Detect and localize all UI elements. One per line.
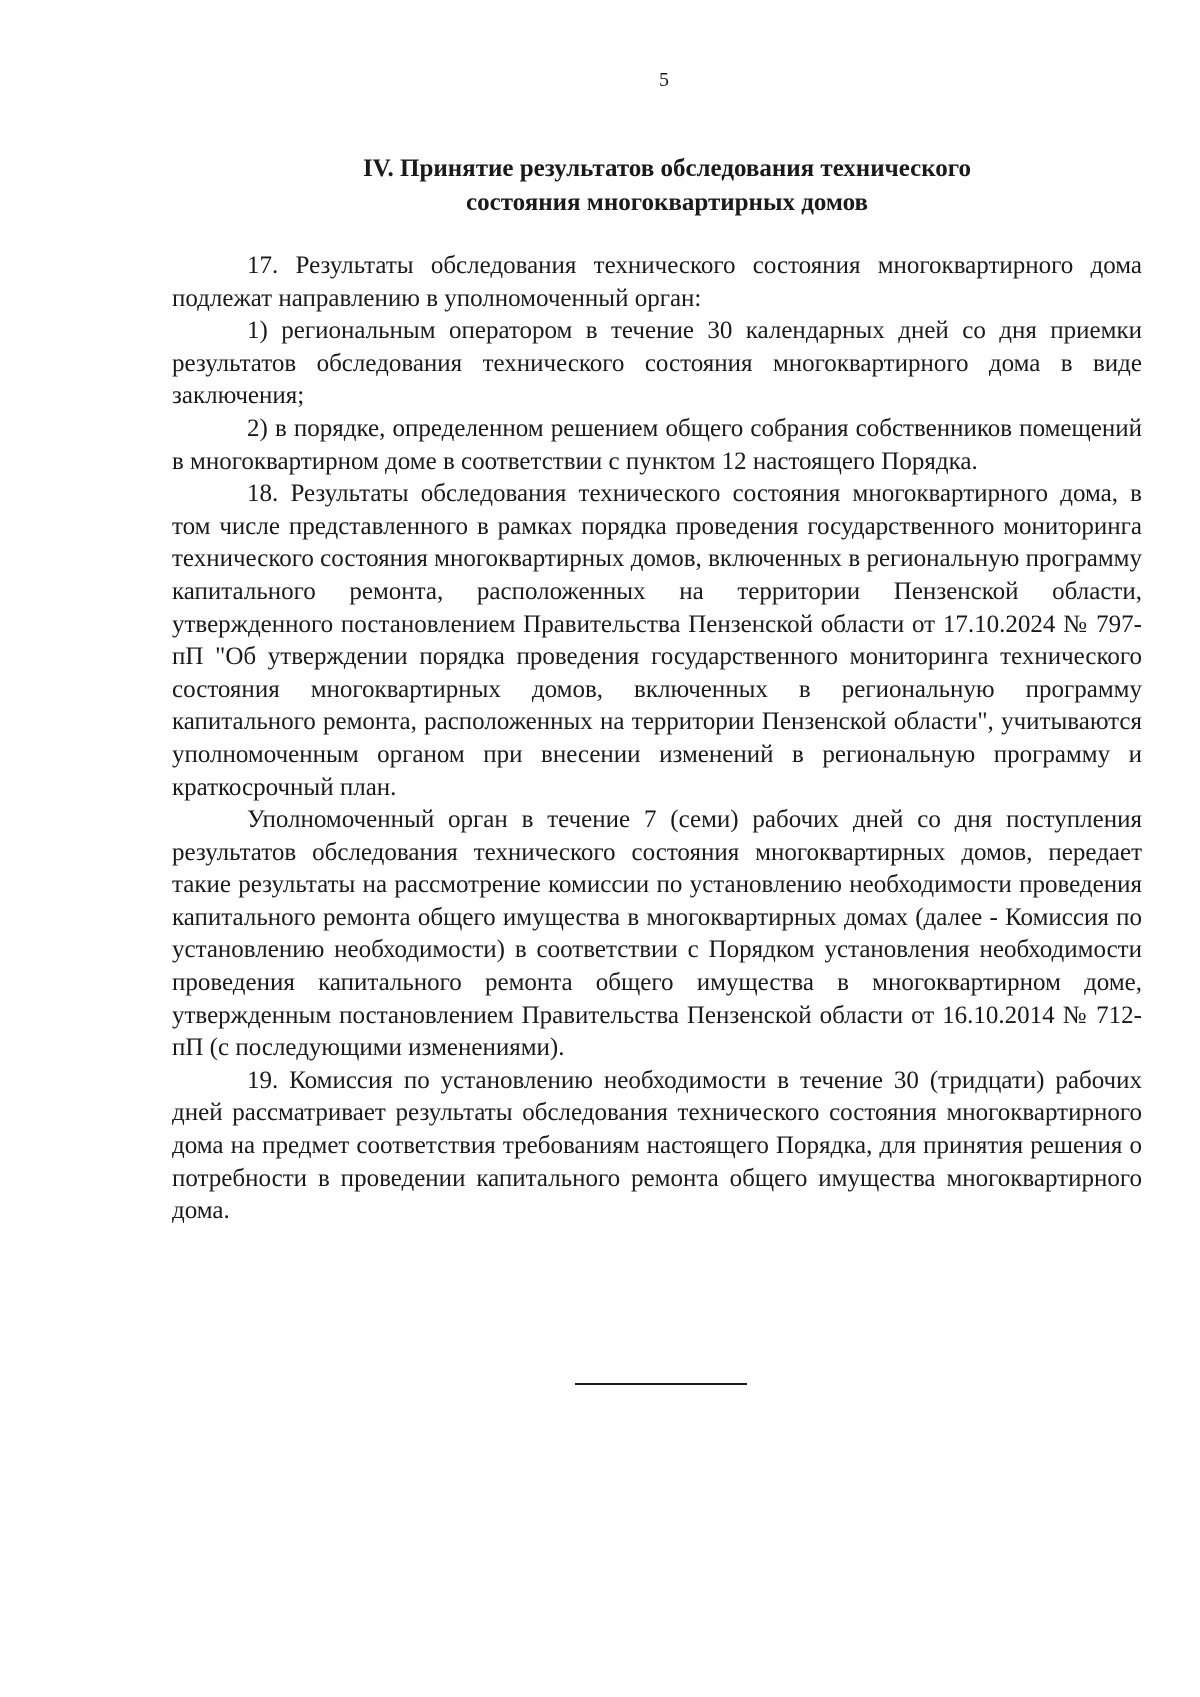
paragraph-item-18: 18. Результаты обследования технического состояния многоквартирного дома, в том числе представленного в рамках порядка проведения государственного мониторинга технического состояния многоквартирных домов, включенных в региональную программу капитального ремонта, расположенных на территории Пензенской области, утвержденного постановлением Правительства Пензенской области от 17.10.2024 № 797-пП "Об утверждении порядка проведения государственного мониторинга технического состояния многоквартирных домов, включенных в региональную программу капитального ремонта, расположенных на территории Пензенской области", учитываются уполномоченным органом при внесении изменений в региональную программу и краткосрочный план. [172, 480, 1142, 801]
section-heading [172, 152, 1162, 220]
paragraph-subitem-2: 2) в порядке, определенном решением общего собрания собственников помещений в многоквартирном доме в соответствии с пунктом 12 настоящего Порядка. [172, 414, 1142, 475]
document-body [172, 250, 1142, 1228]
paragraph-subitem-1: 1) региональным оператором в течение 30 календарных дней со дня приемки результатов обследования технического состояния многоквартирного дома в виде заключения; [172, 317, 1142, 410]
section-heading-line-1: IV. Принятие результатов обследования технического [362, 155, 972, 182]
section-heading-line-2: состояния многоквартирных домов [466, 189, 868, 216]
page-number: 5 [659, 69, 669, 91]
closing-separator-line [575, 1383, 747, 1385]
paragraph-item-17: 17. Результаты обследования технического состояния многоквартирного дома подлежат направлению в уполномоченный орган: [172, 252, 1142, 312]
paragraph-authorized-body: Уполномоченный орган в течение 7 (семи) рабочих дней со дня поступления результатов обследования технического состояния многоквартирных домов, передает такие результаты на рассмотрение комиссии по установлению необходимости проведения капитального ремонта общего имущества в многоквартирных домах (далее - Комиссия по установлению необходимости) в соответствии с Порядком установления необходимости проведения капитального ремонта общего имущества в многоквартирном доме, утвержденным постановлением Правительства Пензенской области от 16.10.2014 № 712-пП (с последующими изменениями). [172, 806, 1142, 1062]
paragraph-item-19: 19. Комиссия по установлению необходимости в течение 30 (тридцати) рабочих дней рассматривает результаты обследования технического состояния многоквартирного дома на предмет соответствия требованиям настоящего Порядка, для принятия решения о потребности в проведении капитального ремонта общего имущества многоквартирного дома. [172, 1066, 1142, 1225]
